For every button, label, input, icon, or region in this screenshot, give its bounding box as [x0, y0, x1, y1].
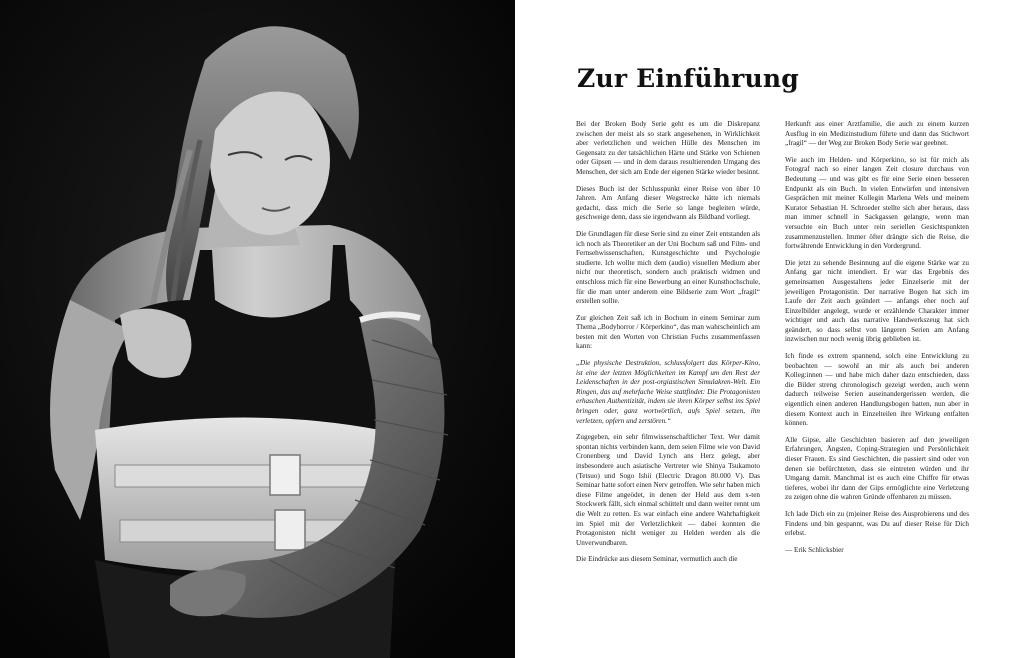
paragraph: Herkunft aus einer Arztfamilie, die auch zu einem kurzen Ausflug in ein Medizinstudium führte und dann das Stichwort „fragil“ — der Weg zur Broken Body Serie war geebnet.: [785, 120, 969, 148]
paragraph: Wie auch im Helden- und Körperkino, so ist für mich als Fotograf nach so einer langen Zeit closure durchaus von Bedeutung — und was gibt es für eine Serie einen besseren Endpunkt als ein Buch. In vielen Entwürfen und intensiven Gesprächen mit meiner Kollegin Marlena Wels und meinem Kurator Sebastian H. Schroeder stellte sich aber heraus, dass man immer schnell in Sackgassen gelangte, wenn man versuchte ein Buch unter rein seriellen Gesichtspunkten zusammenzustellen. Immer öfter drängte sich die Reise, die fortwährende Entwicklung in den Vordergrund.: [785, 155, 969, 251]
paragraph: Die Eindrücke aus diesem Seminar, vermutlich auch die: [576, 555, 738, 564]
page-title: Zur Einführung: [577, 64, 799, 93]
paragraph: Zur gleichen Zeit saß ich in Bochum in einem Seminar zum Thema „Bodyhorror / Körperkino“, das man wahrscheinlich am besten mit den Worten von Christian Fuchs zusammenfassen kann:: [576, 313, 760, 351]
text-page: [515, 0, 1030, 658]
paragraph: Zugegeben, ein sehr filmwissenschaftlicher Text. Wer damit spontan nichts verbinden kann, dem seien Filme wie von David Cronenberg und David Lynch ans Herz gelegt, aber insbesondere auch asiatische Vertreter wie Shinya Tsukamoto (Tetsuo) und Sogo Ishii (Electric Dragon 80.000 V). Das Seminar hatte sofort einen Nerv getroffen. Wie sehr haben mich diese Filme angeödet, in denen der Held aus dem x-ten Stockwerk fällt, sich einmal schüttelt und dann weiter rennt um die Welt zu retten. Es war einfach eine andere Wahrhaftigkeit im Spiel mit der Verletzlichkeit — dabei konnten die Protagonisten nicht weniger zu Helden werden als die Unverwundbaren.: [576, 433, 760, 547]
author-signature: — Erik Schlicksbier: [785, 545, 844, 554]
paragraph: Ich finde es extrem spannend, solch eine Entwicklung zu beobachten — sowohl an mir als auch bei anderen Kolleg:innen — und habe mich daher dazu entschieden, dass die Bilder streng chronologisch gezeigt werden, auch wenn dadurch teilweise Serien auseinandergerissen werden, die eigentlich einen anderen Handlungsbogen hatten, nun aber in diesem Kontext auch in Einzelteilen ihre Wirkung entfalten können.: [785, 352, 969, 428]
paragraph: Ich lade Dich ein zu (m)einer Reise des Ausprobierens und des Findens und bin gespannt, was Du auf dieser Reise für Dich erlebst.: [785, 509, 969, 538]
quote-paragraph: „Die physische Destruktion, schlussfolgert das Körper-Kino, ist eine der letzten Möglichkeiten im Kampf um den Rest der Leidenschaften in der post-orgiastischen Simulakren-Welt. Ein Ringen, das auf mehrfache Weise stattfindet: Die Protagonisten erhaschen Authentizität, indem sie ihren Körper selbst ins Spiel bringen oder, ganz wortwörtlich, aufs Spiel setzen, ihn verletzen, opfern und zerstören.“: [576, 359, 760, 425]
text-column-left: [576, 120, 760, 640]
paragraph: Bei der Broken Body Serie geht es um die Diskrepanz zwischen der meist als so stark angesehenen, in Wirklichkeit aber verletzlichen und weichen Hülle des Menschen im Gegensatz zu der tatsächlichen Härte und Stärke von Schienen oder Gipsen — und in dem daraus resultierenden Umgang des Menschen, der sich am Ende der eigenen Stärke wieder besinnt.: [576, 120, 760, 176]
paragraph: Die jetzt zu sehende Besinnung auf die eigene Stärke war zu Anfang gar nicht intendiert. Er war das Ergebnis des gemeinsamen Ausgestaltens jeder Einzelserie mit der jeweiligen Protagonistin. Der narrative Bogen hat sich im Laufe der Zeit auch geändert — anfangs eher noch auf Einzelbilder angelegt, wurde er erzählende Charakter immer wichtiger und auch das narrative Handwerkszeug hat sich geändert, so dass selbst von längeren Serien am Anfang inzwischen nur noch wenig übrig geblieben ist.: [785, 258, 969, 344]
paragraph: Dieses Buch ist der Schlusspunkt einer Reise von über 10 Jahren. Am Anfang dieser Wegstrecke hätte ich niemals gedacht, dass mich die Serie so lange begleiten würde, geschweige denn, dass sie irgendwann als Bildband vorliegt.: [576, 184, 760, 222]
paragraph: Die Grundlagen für diese Serie sind zu einer Zeit entstanden als ich noch als Theoretiker an der Uni Bochum saß und Film- und Fernsehwissenschaften, Kunstgeschichte und Psychologie studierte. Ich wollte mich dem (audio) visuellen Medium aber nicht nur theoretisch, sondern auch praktisch widmen und entschloss mich für eine Bewerbung an einer Kunsthochschule, für die man unter anderem eine Bildserie zum Wort „fragil“ erstellen sollte.: [576, 229, 760, 306]
text-column-right: [785, 120, 969, 640]
paragraph: Alle Gipse, alle Geschichten basieren auf den jeweiligen Erfahrungen, Ängsten, Coping-Strategien und Persönlichkeit dieser Frauen. Es sind Geschichten, die passiert sind oder von denen sie befürchteten, dass sie eintreten würden und ihr Umgang damit. Manchmal ist es auch eine Chiffre für etwas tieferes, wobei ihr dann der Gips ermöglichte eine Verletzung zu zeigen ohne die wahren Gründe offenbaren zu müssen.: [785, 435, 969, 502]
